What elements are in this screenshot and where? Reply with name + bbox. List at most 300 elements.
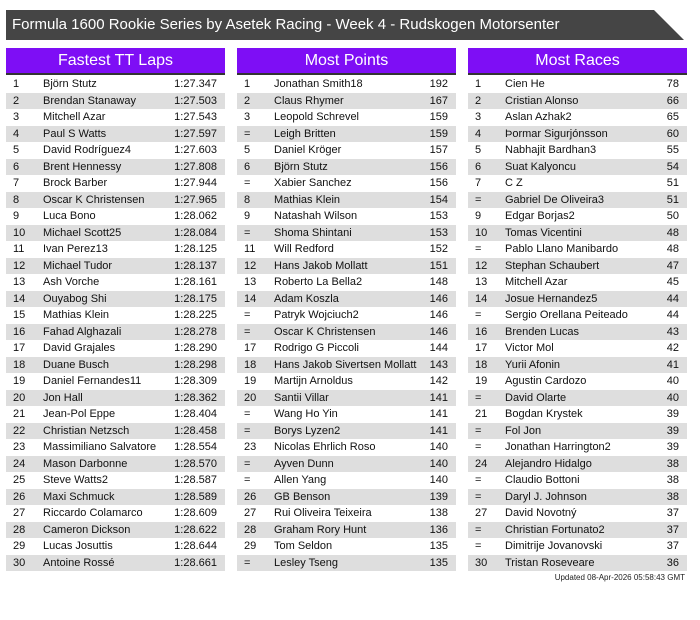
rank-cell: = — [475, 490, 482, 503]
driver-name-cell: Tristan Roseveare — [505, 556, 595, 569]
rank-cell: = — [475, 441, 482, 453]
value-cell: 142 — [429, 375, 448, 387]
value-cell: 1:28.661 — [174, 556, 217, 569]
table-row — [6, 357, 225, 374]
value-cell: 1:27.944 — [174, 177, 217, 189]
rank-cell: = — [475, 243, 482, 255]
driver-name-cell: Claus Rhymer — [274, 94, 344, 107]
value-cell: 40 — [666, 375, 679, 387]
driver-name-cell: Edgar Borjas2 — [505, 210, 575, 222]
driver-name-cell: Sergio Orellana Peiteado — [505, 309, 628, 321]
table-row — [237, 390, 456, 407]
value-cell: 1:28.554 — [174, 441, 217, 453]
driver-name-cell: Fol Jon — [505, 424, 542, 437]
table-row — [468, 109, 687, 126]
rank-cell: 2 — [13, 94, 20, 107]
leaderboard-list — [237, 76, 456, 571]
value-cell: 136 — [429, 523, 448, 536]
rank-cell: = — [475, 540, 482, 552]
driver-name-cell: Lesley Tseng — [274, 556, 339, 569]
value-cell: 153 — [429, 226, 448, 239]
rank-cell: 7 — [475, 177, 482, 189]
driver-name-cell: Leopold Schrevel — [274, 111, 360, 123]
rank-cell: 3 — [244, 111, 251, 123]
rank-cell: = — [244, 556, 251, 569]
table-row — [6, 423, 225, 440]
table-row — [468, 93, 687, 110]
table-row — [468, 192, 687, 209]
table-row — [6, 307, 225, 324]
table-row — [6, 472, 225, 489]
driver-name-cell: Pablo Llano Manibardo — [505, 243, 619, 255]
table-row — [468, 357, 687, 374]
driver-name-cell: Mitchell Azar — [43, 111, 106, 123]
value-cell: 37 — [666, 507, 679, 519]
rank-cell: 1 — [13, 78, 20, 90]
table-row — [6, 522, 225, 539]
table-row — [237, 340, 456, 357]
value-cell: 152 — [429, 243, 448, 255]
table-row — [468, 505, 687, 522]
value-cell: 141 — [429, 408, 448, 420]
value-cell: 51 — [666, 177, 679, 189]
rank-cell: 5 — [13, 144, 20, 156]
table-row — [6, 192, 225, 209]
table-row — [6, 538, 225, 555]
table-row — [237, 538, 456, 555]
driver-name-cell: David Grajales — [43, 342, 116, 354]
rank-cell: 23 — [13, 441, 26, 453]
table-row — [468, 291, 687, 308]
value-cell: 1:27.603 — [174, 144, 217, 156]
rank-cell: 20 — [13, 391, 26, 404]
value-cell: 1:27.503 — [174, 94, 217, 107]
rank-cell: 13 — [244, 276, 257, 288]
updated-timestamp: Updated 08-Apr-2026 05:58:43 GMT — [554, 573, 685, 582]
table-row — [6, 390, 225, 407]
table-row — [237, 489, 456, 506]
table-row — [237, 93, 456, 110]
driver-name-cell: Ouyabog Shi — [43, 292, 107, 305]
table-row — [237, 406, 456, 423]
value-cell: 139 — [429, 490, 448, 503]
table-row — [237, 307, 456, 324]
table-row — [237, 126, 456, 143]
driver-name-cell: Natashah Wilson — [274, 210, 358, 222]
table-row — [237, 225, 456, 242]
value-cell: 37 — [666, 540, 679, 552]
rank-cell: = — [475, 391, 482, 404]
table-row — [6, 159, 225, 176]
driver-name-cell: Oscar K Christensen — [43, 193, 145, 206]
driver-name-cell: Wang Ho Yin — [274, 408, 338, 420]
driver-name-cell: Shoma Shintani — [274, 226, 352, 239]
header-banner — [6, 10, 684, 40]
table-row — [468, 225, 687, 242]
rank-cell: 12 — [475, 259, 488, 272]
driver-name-cell: Brock Barber — [43, 177, 108, 189]
table-row — [468, 159, 687, 176]
driver-name-cell: Ash Vorche — [43, 276, 100, 288]
driver-name-cell: Aslan Azhak2 — [505, 111, 572, 123]
table-row — [6, 142, 225, 159]
value-cell: 1:28.298 — [174, 358, 217, 371]
driver-name-cell: Cristian Alonso — [505, 94, 579, 107]
driver-name-cell: Roberto La Bella2 — [274, 276, 363, 288]
rank-cell: = — [244, 457, 251, 470]
rank-cell: = — [244, 127, 251, 140]
value-cell: 38 — [666, 457, 679, 470]
table-row — [6, 274, 225, 291]
table-row — [468, 307, 687, 324]
rank-cell: 3 — [13, 111, 20, 123]
rank-cell: 2 — [244, 94, 251, 107]
driver-name-cell: Bogdan Krystek — [505, 408, 583, 420]
page-title: Formula 1600 Rookie Series by Asetek Racing - Week 4 - Rudskogen Motorsenter — [12, 16, 560, 33]
driver-name-cell: Alejandro Hidalgo — [505, 457, 592, 470]
table-row — [6, 439, 225, 456]
table-row — [468, 324, 687, 341]
value-cell: 1:28.125 — [174, 243, 217, 255]
driver-name-cell: Riccardo Colamarco — [43, 507, 143, 519]
rank-cell: 14 — [244, 292, 257, 305]
rank-cell: 30 — [475, 556, 488, 569]
rank-cell: = — [244, 424, 251, 437]
value-cell: 1:28.175 — [174, 292, 217, 305]
value-cell: 135 — [429, 540, 448, 552]
rank-cell: 23 — [244, 441, 257, 453]
leaderboard-list — [6, 76, 225, 571]
value-cell: 1:28.570 — [174, 457, 217, 470]
value-cell: 1:27.808 — [174, 160, 217, 173]
rank-cell: = — [244, 177, 251, 189]
table-row — [237, 439, 456, 456]
rank-cell: 27 — [475, 507, 488, 519]
value-cell: 43 — [666, 325, 679, 338]
value-cell: 159 — [429, 127, 448, 140]
table-row — [6, 291, 225, 308]
driver-name-cell: Daniel Kröger — [274, 144, 342, 156]
driver-name-cell: Will Redford — [274, 243, 334, 255]
driver-name-cell: Hans Jakob Sivertsen Mollatt — [274, 358, 417, 371]
driver-name-cell: Christian Netzsch — [43, 424, 130, 437]
value-cell: 44 — [666, 309, 679, 321]
value-cell: 159 — [429, 111, 448, 123]
rank-cell: 27 — [13, 507, 26, 519]
driver-name-cell: Cameron Dickson — [43, 523, 131, 536]
driver-name-cell: Michael Scott25 — [43, 226, 122, 239]
table-row — [237, 159, 456, 176]
rank-cell: 5 — [244, 144, 251, 156]
driver-name-cell: Claudio Bottoni — [505, 474, 580, 486]
value-cell: 1:27.543 — [174, 111, 217, 123]
value-cell: 1:28.161 — [174, 276, 217, 288]
driver-name-cell: Borys Lyzen2 — [274, 424, 341, 437]
rank-cell: 3 — [475, 111, 482, 123]
table-row — [237, 142, 456, 159]
rank-cell: 9 — [244, 210, 251, 222]
table-row — [6, 258, 225, 275]
value-cell: 39 — [666, 441, 679, 453]
rank-cell: 19 — [244, 375, 257, 387]
table-row — [6, 406, 225, 423]
table-row — [6, 340, 225, 357]
value-cell: 48 — [666, 226, 679, 239]
driver-name-cell: Duane Busch — [43, 358, 110, 371]
table-row — [6, 93, 225, 110]
rank-cell: 26 — [244, 490, 257, 503]
driver-name-cell: Graham Rory Hunt — [274, 523, 367, 536]
rank-cell: 11 — [13, 243, 25, 255]
rank-cell: = — [244, 474, 251, 486]
table-row — [237, 76, 456, 93]
rank-cell: = — [475, 474, 482, 486]
rank-cell: 22 — [13, 424, 26, 437]
driver-name-cell: Xabier Sanchez — [274, 177, 352, 189]
rank-cell: 25 — [13, 474, 26, 486]
table-row — [237, 555, 456, 572]
value-cell: 144 — [429, 342, 448, 354]
value-cell: 1:28.362 — [174, 391, 217, 404]
rank-cell: 8 — [13, 193, 20, 206]
value-cell: 1:28.587 — [174, 474, 217, 486]
driver-name-cell: Jon Hall — [43, 391, 83, 404]
rank-cell: = — [244, 408, 251, 420]
value-cell: 51 — [666, 193, 679, 206]
driver-name-cell: Björn Stutz — [274, 160, 328, 173]
driver-name-cell: Steve Watts2 — [43, 474, 109, 486]
rank-cell: 26 — [13, 490, 26, 503]
rank-cell: 5 — [475, 144, 482, 156]
rank-cell: 21 — [475, 408, 488, 420]
table-row — [6, 373, 225, 390]
panel-most-races — [468, 48, 687, 571]
rank-cell: 9 — [13, 210, 20, 222]
rank-cell: 8 — [244, 193, 251, 206]
driver-name-cell: Björn Stutz — [43, 78, 97, 90]
value-cell: 65 — [666, 111, 679, 123]
driver-name-cell: Mathias Klein — [274, 193, 341, 206]
table-row — [6, 225, 225, 242]
table-row — [468, 258, 687, 275]
table-row — [468, 456, 687, 473]
table-row — [468, 439, 687, 456]
driver-name-cell: Mathias Klein — [43, 309, 110, 321]
value-cell: 1:28.404 — [174, 408, 217, 420]
rank-cell: 6 — [475, 160, 482, 173]
rank-cell: 11 — [244, 243, 256, 255]
rank-cell: = — [475, 424, 482, 437]
value-cell: 154 — [429, 193, 448, 206]
rank-cell: 24 — [13, 457, 26, 470]
table-row — [468, 175, 687, 192]
value-cell: 36 — [666, 556, 679, 569]
driver-name-cell: Josue Hernandez5 — [505, 292, 598, 305]
value-cell: 167 — [429, 94, 448, 107]
value-cell: 41 — [666, 358, 679, 371]
driver-name-cell: Patryk Wojciuch2 — [274, 309, 359, 321]
value-cell: 1:28.278 — [174, 325, 217, 338]
value-cell: 1:28.084 — [174, 226, 217, 239]
rank-cell: = — [244, 309, 251, 321]
driver-name-cell: Luca Bono — [43, 210, 96, 222]
driver-name-cell: Christian Fortunato2 — [505, 523, 605, 536]
driver-name-cell: Yurii Afonin — [505, 358, 561, 371]
value-cell: 140 — [429, 474, 448, 486]
rank-cell: 10 — [13, 226, 26, 239]
driver-name-cell: Brenden Lucas — [505, 325, 579, 338]
table-row — [468, 406, 687, 423]
panel-most-points — [237, 48, 456, 571]
table-row — [237, 357, 456, 374]
driver-name-cell: Rui Oliveira Teixeira — [274, 507, 372, 519]
value-cell: 1:28.290 — [174, 342, 217, 354]
value-cell: 48 — [666, 243, 679, 255]
table-row — [237, 274, 456, 291]
rank-cell: = — [475, 523, 482, 536]
driver-name-cell: Martijn Arnoldus — [274, 375, 353, 387]
table-row — [237, 423, 456, 440]
rank-cell: 6 — [13, 160, 20, 173]
value-cell: 39 — [666, 424, 679, 437]
rank-cell: 19 — [13, 375, 26, 387]
table-row — [237, 175, 456, 192]
rank-cell: 19 — [475, 375, 488, 387]
driver-name-cell: David Olarte — [505, 391, 567, 404]
driver-name-cell: Rodrigo G Piccoli — [274, 342, 359, 354]
driver-name-cell: Gabriel De Oliveira3 — [505, 193, 605, 206]
table-row — [237, 324, 456, 341]
rank-cell: 14 — [475, 292, 488, 305]
value-cell: 146 — [429, 309, 448, 321]
table-row — [468, 274, 687, 291]
table-row — [237, 192, 456, 209]
rank-cell: 9 — [475, 210, 482, 222]
rank-cell: 17 — [244, 342, 257, 354]
driver-name-cell: David Novotný — [505, 507, 577, 519]
table-row — [468, 390, 687, 407]
value-cell: 140 — [429, 457, 448, 470]
rank-cell: 29 — [244, 540, 257, 552]
driver-name-cell: C Z — [505, 177, 523, 189]
table-row — [6, 126, 225, 143]
driver-name-cell: Maxi Schmuck — [43, 490, 115, 503]
table-row — [237, 522, 456, 539]
driver-name-cell: Mitchell Azar — [505, 276, 568, 288]
driver-name-cell: Nabhajit Bardhan3 — [505, 144, 597, 156]
value-cell: 151 — [429, 259, 448, 272]
table-row — [6, 489, 225, 506]
value-cell: 42 — [666, 342, 679, 354]
rank-cell: 17 — [475, 342, 488, 354]
table-row — [6, 505, 225, 522]
value-cell: 1:27.965 — [174, 193, 217, 206]
value-cell: 45 — [666, 276, 679, 288]
driver-name-cell: Ivan Perez13 — [43, 243, 108, 255]
value-cell: 141 — [429, 424, 448, 437]
driver-name-cell: Victor Mol — [505, 342, 554, 354]
table-row — [6, 175, 225, 192]
table-row — [468, 126, 687, 143]
driver-name-cell: Oscar K Christensen — [274, 325, 376, 338]
value-cell: 153 — [429, 210, 448, 222]
value-cell: 1:27.347 — [174, 78, 217, 90]
table-row — [468, 538, 687, 555]
leaderboard-list — [468, 76, 687, 571]
value-cell: 140 — [429, 441, 448, 453]
driver-name-cell: Hans Jakob Mollatt — [274, 259, 368, 272]
rank-cell: 27 — [244, 507, 257, 519]
rank-cell: 17 — [13, 342, 26, 354]
rank-cell: 7 — [13, 177, 20, 189]
rank-cell: 18 — [244, 358, 257, 371]
driver-name-cell: Brendan Stanaway — [43, 94, 136, 107]
value-cell: 37 — [666, 523, 679, 536]
rank-cell: 28 — [13, 523, 26, 536]
rank-cell: = — [244, 325, 251, 338]
rank-cell: = — [475, 193, 482, 206]
value-cell: 143 — [429, 358, 448, 371]
rank-cell: 4 — [475, 127, 482, 140]
driver-name-cell: David Rodríguez4 — [43, 144, 132, 156]
value-cell: 138 — [429, 507, 448, 519]
rank-cell: 29 — [13, 540, 26, 552]
rank-cell: = — [244, 226, 251, 239]
rank-cell: 1 — [475, 78, 482, 90]
value-cell: 146 — [429, 325, 448, 338]
driver-name-cell: Fahad Alghazali — [43, 325, 122, 338]
table-row — [237, 291, 456, 308]
table-row — [6, 555, 225, 572]
table-row — [468, 340, 687, 357]
table-row — [468, 142, 687, 159]
panel-fastest-tt-laps — [6, 48, 225, 571]
table-row — [468, 76, 687, 93]
value-cell: 1:28.225 — [174, 309, 217, 321]
value-cell: 55 — [666, 144, 679, 156]
value-cell: 44 — [666, 292, 679, 305]
value-cell: 50 — [666, 210, 679, 222]
driver-name-cell: Cien He — [505, 78, 545, 90]
driver-name-cell: Stephan Schaubert — [505, 259, 600, 272]
value-cell: 141 — [429, 391, 448, 404]
rank-cell: 2 — [475, 94, 482, 107]
value-cell: 60 — [666, 127, 679, 140]
driver-name-cell: Paul S Watts — [43, 127, 107, 140]
driver-name-cell: Allen Yang — [274, 474, 327, 486]
table-row — [468, 555, 687, 572]
table-row — [237, 258, 456, 275]
value-cell: 1:28.622 — [174, 523, 217, 536]
driver-name-cell: Adam Koszla — [274, 292, 339, 305]
table-row — [237, 109, 456, 126]
panel-title: Most Points — [237, 48, 456, 75]
table-row — [6, 109, 225, 126]
value-cell: 148 — [429, 276, 448, 288]
driver-name-cell: Leigh Britten — [274, 127, 336, 140]
driver-name-cell: GB Benson — [274, 490, 331, 503]
rank-cell: 10 — [475, 226, 488, 239]
value-cell: 146 — [429, 292, 448, 305]
table-row — [6, 324, 225, 341]
value-cell: 38 — [666, 474, 679, 486]
table-row — [468, 472, 687, 489]
value-cell: 39 — [666, 408, 679, 420]
driver-name-cell: Nicolas Ehrlich Roso — [274, 441, 376, 453]
rank-cell: 18 — [13, 358, 26, 371]
driver-name-cell: Mason Darbonne — [43, 457, 128, 470]
table-row — [6, 76, 225, 93]
